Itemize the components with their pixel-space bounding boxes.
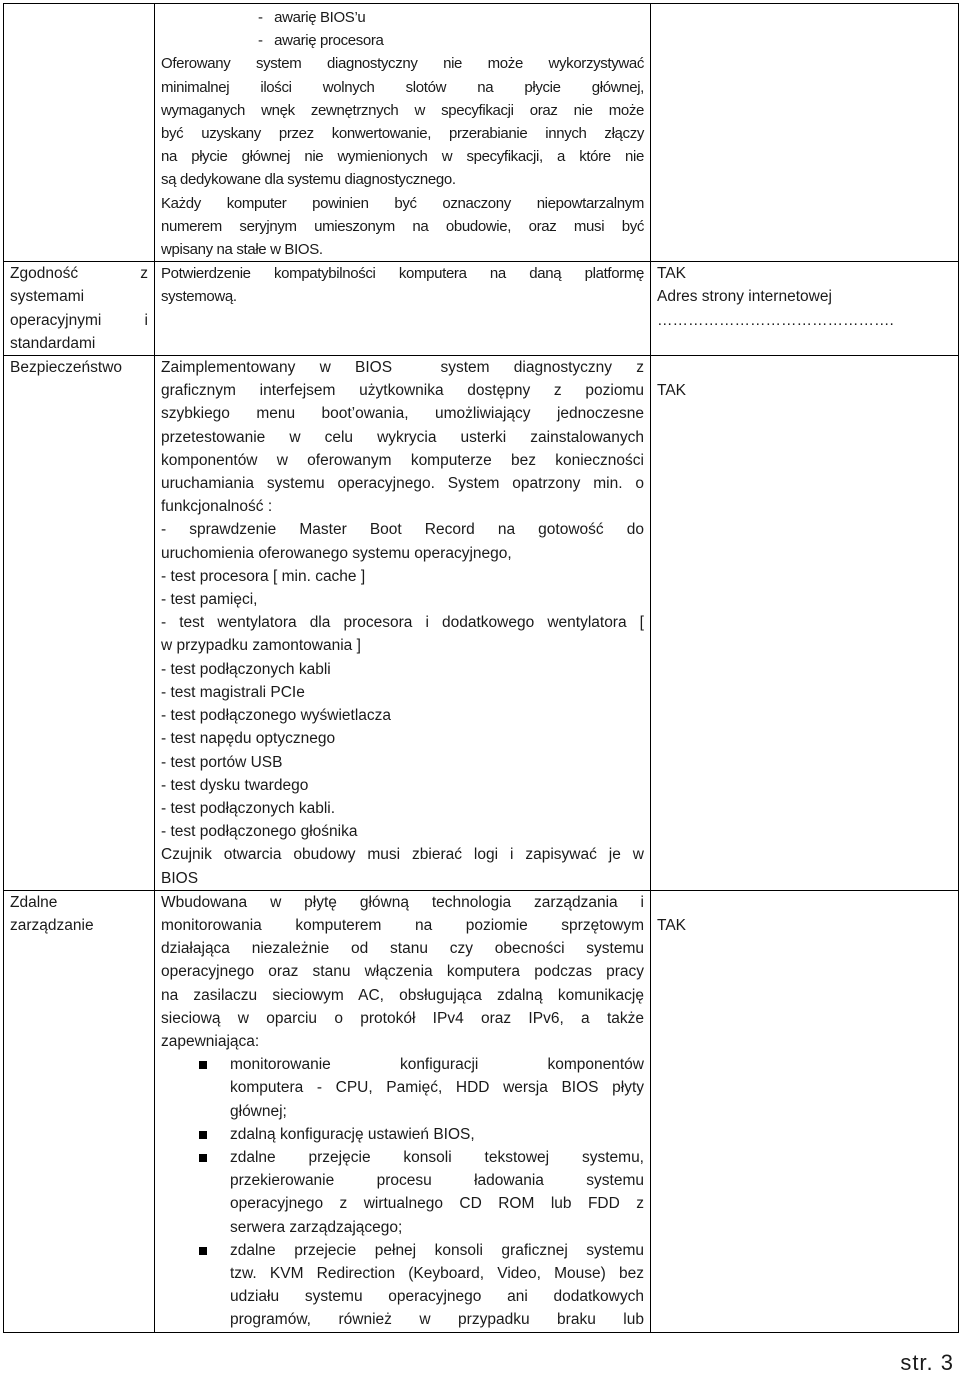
answer-value: TAK: [657, 916, 686, 934]
param-name-cell: [4, 4, 155, 262]
param-name-cell: [4, 356, 155, 891]
text-line: minimalnej ilości wolnych slotów na płycie głównej,: [161, 78, 644, 96]
text-line: - sprawdzenie Master Boot Record na gotowość do: [161, 521, 644, 539]
text-line: BIOS: [161, 869, 199, 887]
param-name-cell: [4, 262, 155, 356]
text-line: - test podłączonego głośnika: [161, 823, 358, 841]
list-item: [161, 1146, 644, 1239]
param-name-line: standardami: [10, 334, 96, 352]
param-name-line: zarządzanie: [10, 916, 94, 934]
text-line: - test pamięci,: [161, 591, 258, 609]
text-line: - test procesora [ min. cache ]: [161, 567, 366, 585]
page-number: str. 3: [900, 1350, 954, 1375]
text-line: funkcjonalność :: [161, 498, 273, 516]
text-line: w przypadku zamontowania ]: [161, 637, 361, 655]
answer-cell: [651, 262, 959, 356]
text-line: - test wentylatora dla procesora i dodatkowego wentylatora [: [161, 614, 644, 632]
text-line: szybkiego menu boot’owania, umożliwiający jednoczesne: [161, 405, 644, 423]
param-name-line: systemami: [10, 288, 85, 306]
text-line: - test napędu optycznego: [161, 730, 336, 748]
text-line: - test podłączonego wyświetlacza: [161, 707, 392, 725]
bullet-line: programów, również w przypadku braku lub: [230, 1311, 644, 1329]
text-line: - test podłączonych kabli: [161, 660, 331, 678]
list-item: [161, 1053, 644, 1123]
param-name: Bezpieczeństwo: [10, 359, 123, 377]
answer-cell: [651, 4, 959, 262]
text-line: być uzyskany przez konwertowanie, przerabianie innych złączy: [161, 125, 644, 143]
text-line: - test dysku twardego: [161, 776, 309, 794]
text-line: operacyjnego oraz stanu włączenia komputera podczas pracy: [161, 963, 644, 981]
list-item: [161, 1239, 644, 1332]
text-line: - test magistrali PCIe: [161, 683, 305, 701]
param-name-line: Zgodność z: [10, 265, 148, 283]
bullet-line: zdalną konfigurację ustawień BIOS,: [161, 1123, 644, 1146]
bullet-line: zdalne przejecie pełnej konsoli graficznej systemu: [161, 1239, 644, 1262]
text-line: przetestowanie w celu wykrycia usterki zainstalowanych: [161, 428, 644, 446]
param-name-line: Zdalne: [10, 893, 58, 911]
requirement-cell: [155, 890, 651, 1332]
bullet-line: serwera zarządzającego;: [230, 1218, 403, 1236]
bullet-line: tzw. KVM Redirection (Keyboard, Video, Mouse) bez: [230, 1264, 644, 1282]
bullet-line: komputera - CPU, Pamięć, HDD wersja BIOS płyty: [230, 1079, 644, 1097]
text-line: wpisany na stałe w BIOS.: [161, 241, 323, 259]
bullet-line: monitorowanie konfiguracji komponentów: [161, 1053, 644, 1076]
specification-table: [3, 3, 959, 1333]
bullet-line: zdalne przejęcie konsoli tekstowej systemu,: [161, 1146, 644, 1169]
text-line: komponentów w oferowanym komputerze bez konieczności: [161, 451, 644, 469]
param-name-line: operacyjnymi i: [10, 311, 148, 329]
text-line: Zaimplementowany w BIOS system diagnostyczny z: [161, 359, 644, 377]
text-line: Czujnik otwarcia obudowy musi zbierać logi i zapisywać je w: [161, 846, 644, 864]
text-line: - awarię procesora: [258, 32, 384, 50]
text-line: numerem seryjnym umieszonym na obudowie, oraz musi być: [161, 217, 644, 235]
website-label: Adres strony internetowej: [657, 288, 832, 306]
requirement-cell: [155, 262, 651, 356]
requirement-cell: [155, 4, 651, 262]
text-line: Każdy komputer powinien być oznaczony niepowtarzalnym: [161, 194, 644, 212]
text-line: Potwierdzenie kompatybilności komputera na daną platformę: [161, 265, 644, 283]
table-row-zgodnosc: [4, 262, 959, 356]
text-line: wymaganych wnęk zewnętrznych w specyfikacji oraz nie może: [161, 101, 644, 119]
text-line: na zasilaczu sieciowym AC, obsługująca zdalną komunikację: [161, 986, 644, 1004]
requirement-cell: [155, 356, 651, 891]
table-row-continuation: [4, 4, 959, 262]
table-row-bezpieczenstwo: [4, 356, 959, 891]
text-line: - test podłączonych kabli.: [161, 799, 336, 817]
table-row-zdalne-zarzadzanie: [4, 890, 959, 1332]
text-line: monitorowania komputerem na poziomie sprzętowym: [161, 916, 644, 934]
text-line: Oferowany system diagnostyczny nie może wykorzystywać: [161, 55, 644, 73]
answer-cell: [651, 356, 959, 891]
website-placeholder: ……………………………………….: [657, 311, 894, 329]
bullet-line: głównej;: [230, 1102, 287, 1120]
list-item: [161, 1123, 644, 1146]
text-line: graficznym interfejsem użytkownika dostępny z poziomu: [161, 382, 644, 400]
text-line: systemową.: [161, 288, 237, 306]
param-name-cell: [4, 890, 155, 1332]
text-line: na płycie głównej nie wymienionych w specyfikacji, a które nie: [161, 148, 644, 166]
text-line: zapewniająca:: [161, 1032, 260, 1050]
bullet-line: operacyjnego z wirtualnego CD ROM lub FDD z: [230, 1195, 644, 1213]
text-line: sieciową w oparciu o protokół IPv4 oraz IPv6, a także: [161, 1009, 644, 1027]
bullet-line: udziału systemu operacyjnego ani dodatkowych: [230, 1288, 644, 1306]
text-line: są dedykowane dla systemu diagnostycznego.: [161, 171, 456, 189]
text-line: - awarię BIOS’u: [258, 9, 366, 26]
answer-value: TAK: [657, 265, 686, 283]
answer-value: TAK: [657, 382, 686, 400]
text-line: uruchomienia oferowanego systemu operacyjnego,: [161, 544, 512, 562]
text-line: Wbudowana w płytę główną technologia zarządzania i: [161, 893, 644, 911]
answer-cell: [651, 890, 959, 1332]
text-line: działająca niezależnie od stanu czy obecności systemu: [161, 940, 644, 958]
text-line: - test portów USB: [161, 753, 283, 771]
bullet-line: przekierowanie procesu ładowania systemu: [230, 1172, 644, 1190]
text-line: uruchamiania systemu operacyjnego. System opatrzony min. o: [161, 475, 644, 493]
